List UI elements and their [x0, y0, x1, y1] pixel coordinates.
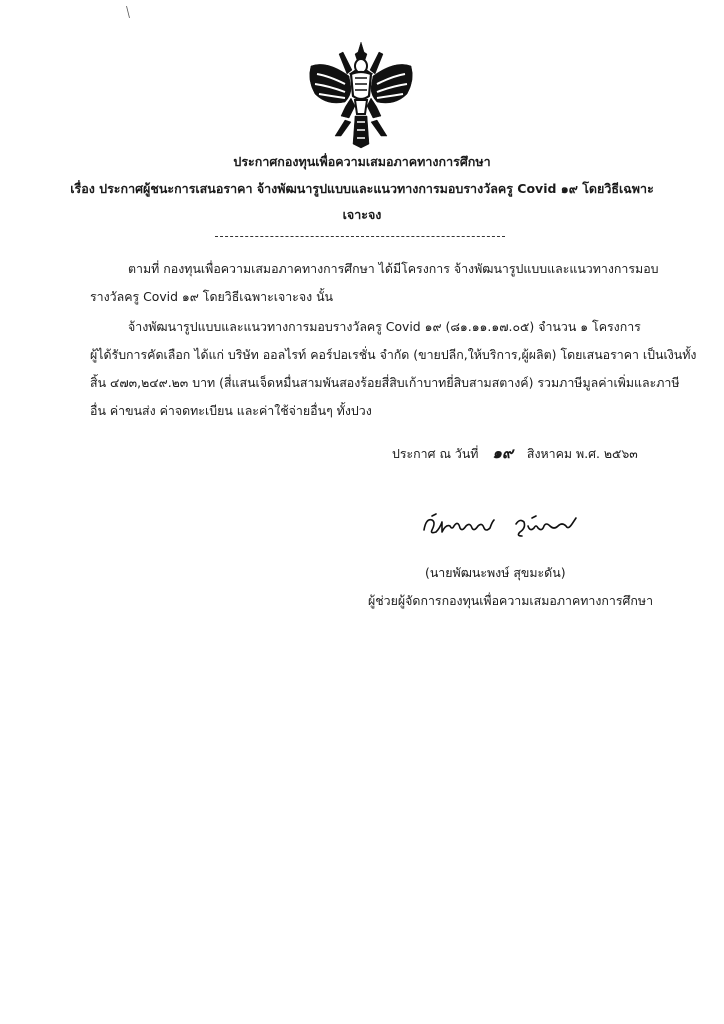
paragraph-2-line-3: สิ้น ๔๗๓,๒๔๙.๒๓ บาท (สี่แสนเจ็ดหมื่นสามพันสองร้อยสี่สิบเก้าบาทยี่สิบสามสตางค์) รวมภาษีมูลค่าเพิ่มและภาษี: [90, 375, 680, 390]
paragraph-2-line-4: อื่น ค่าขนส่ง ค่าจดทะเบียน และค่าใช้จ่ายอื่นๆ ทั้งปวง: [90, 403, 372, 418]
subject-line-1: เรื่อง ประกาศผู้ชนะการเสนอราคา จ้างพัฒนารูปแบบและแนวทางการมอบรางวัลครู Covid ๑๙ โดยวิธีเฉพาะ: [70, 181, 654, 196]
paragraph-2-line-2: ผู้ได้รับการคัดเลือก ได้แก่ บริษัท ออลไรท์ คอร์ปอเรชั่น จำกัด (ขายปลีก,ให้บริการ,ผู้ผลิต) โดยเสนอราคา เป็นเงินทั้ง: [90, 347, 697, 362]
signatory-name: (นายพัฒนะพงษ์ สุขมะดัน): [425, 565, 566, 580]
paragraph-2-line-1: จ้างพัฒนารูปแบบและแนวทางการมอบรางวัลครู Covid ๑๙ (๘๑.๑๑.๑๗.๐๕) จำนวน ๑ โครงการ: [128, 319, 641, 334]
date-day: ๑๙: [492, 444, 513, 462]
announcement-date: [392, 444, 638, 463]
paragraph-1-line-1: ตามที่ กองทุนเพื่อความเสมอภาคทางการศึกษา ได้มีโครงการ จ้างพัฒนารูปแบบและแนวทางการมอบ: [128, 261, 659, 276]
handwritten-signature: [420, 508, 590, 542]
divider-rule: [215, 236, 505, 237]
announcement-title: ประกาศกองทุนเพื่อความเสมอภาคทางการศึกษา: [233, 154, 491, 169]
garuda-emblem-icon: [305, 40, 417, 150]
subject-line-2: เจาะจง: [342, 207, 382, 222]
signatory-position: ผู้ช่วยผู้จัดการกองทุนเพื่อความเสมอภาคทางการศึกษา: [368, 593, 654, 608]
scan-mark: [126, 6, 130, 18]
date-month-year: สิงหาคม พ.ศ. ๒๕๖๓: [526, 446, 638, 461]
date-prefix: ประกาศ ณ วันที่: [392, 446, 479, 461]
paragraph-1-line-2: รางวัลครู Covid ๑๙ โดยวิธีเฉพาะเจาะจง นั้น: [90, 289, 334, 304]
